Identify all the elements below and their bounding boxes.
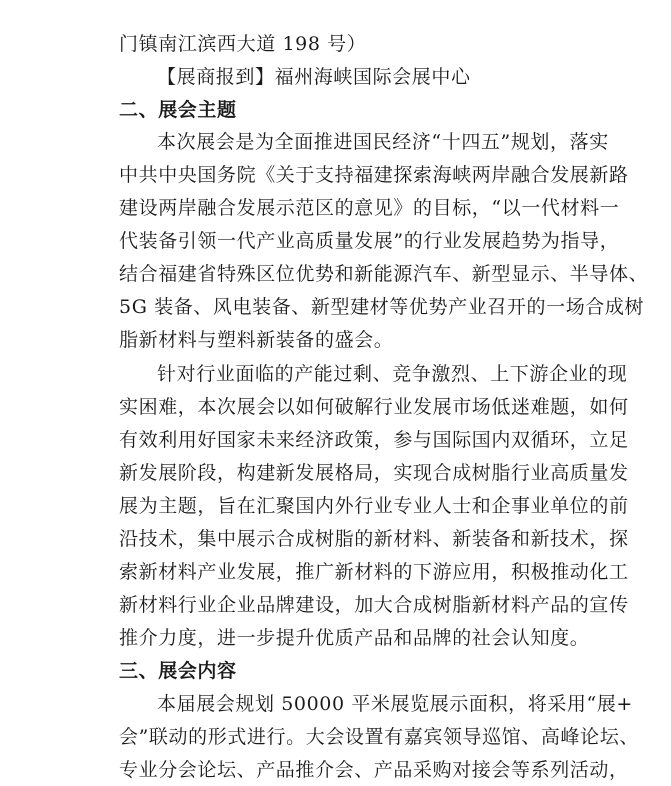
section-heading: 二、展会主题	[119, 99, 237, 121]
text-line: 代装备引领一代产业高质量发展”的行业发展趋势为指导，	[119, 230, 620, 252]
text-line: 5G 装备、风电装备、新型建材等优势产业召开的一场合成树	[119, 296, 645, 318]
text-line: 专业分会论坛、产品推介会、产品采购对接会等系列活动，	[119, 759, 629, 781]
text-line: 有效利用好国家未来经济政策，参与国际国内双循环，立足	[119, 429, 629, 451]
text-line: 新材料行业企业品牌建设，加大合成树脂新材料产品的宣传	[119, 594, 629, 616]
text-line: 新发展阶段，构建新发展格局，实现合成树脂行业高质量发	[119, 462, 629, 484]
text-line: 会”联动的形式进行。大会设置有嘉宾领导巡馆、高峰论坛、	[119, 726, 639, 748]
text-line: 实困难，本次展会以如何破解行业发展市场低迷难题，如何	[119, 396, 629, 418]
text-line: 建设两岸融合发展示范区的意见》的目标，“以一代材料一	[119, 197, 620, 219]
text-line: 索新材料产业发展，推广新材料的下游应用，积极推动化工	[119, 561, 629, 583]
text-line: 本届展会规划 50000 平米展览展示面积，将采用“展+	[157, 693, 633, 715]
text-line: 本次展会是为全面推进国民经济“十四五”规划，落实	[157, 131, 609, 153]
text-line: 结合福建省特殊区位优势和新能源汽车、新型显示、半导体、	[119, 263, 649, 285]
text-line: 【展商报到】福州海峡国际会展中心	[157, 66, 471, 88]
text-line: 针对行业面临的产能过剩、竞争激烈、上下游企业的现	[157, 363, 628, 385]
text-line: 展为主题，旨在汇聚国内外行业专业人士和企事业单位的前	[119, 495, 629, 517]
text-line: 门镇南江滨西大道 198 号）	[119, 33, 367, 55]
section-heading: 三、展会内容	[119, 660, 237, 682]
text-line: 推介力度，进一步提升优质产品和品牌的社会认知度。	[119, 627, 590, 649]
text-line: 脂新材料与塑料新装备的盛会。	[119, 329, 394, 351]
text-line: 中共中央国务院《关于支持福建探索海峡两岸融合发展新路	[119, 164, 629, 186]
text-line: 沿技术，集中展示合成树脂的新材料、新装备和新技术，探	[119, 528, 629, 550]
